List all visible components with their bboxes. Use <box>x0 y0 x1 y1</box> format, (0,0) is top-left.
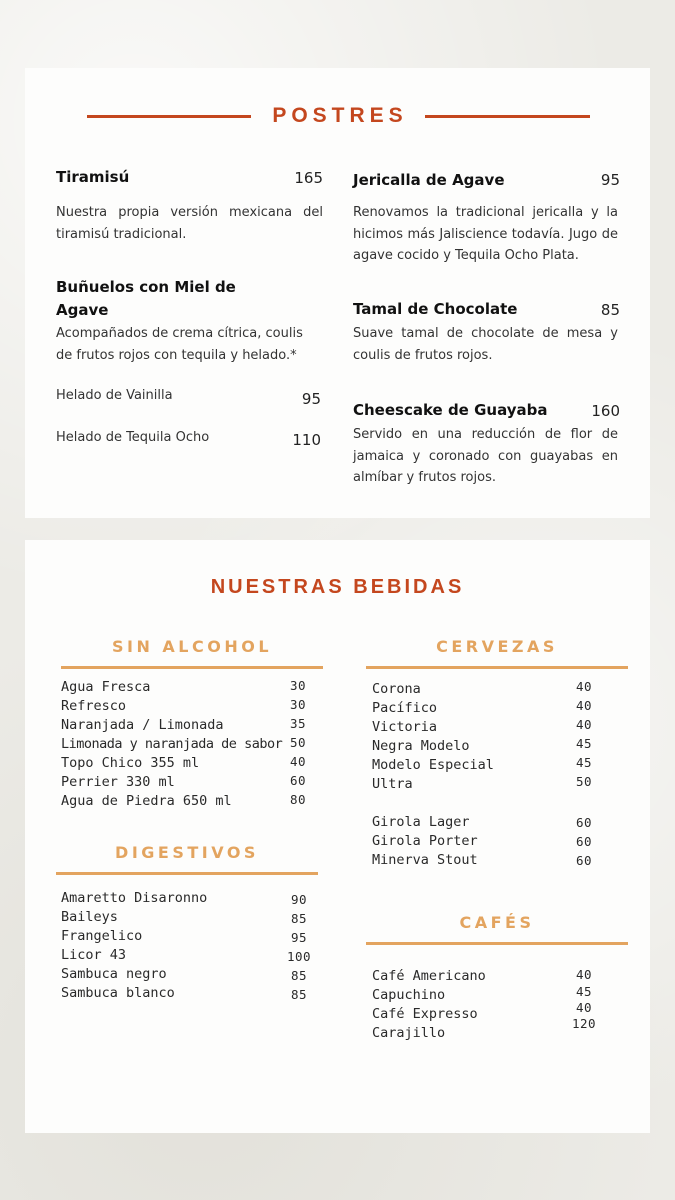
dish-desc-tamal: Suave tamal de chocolate de mesa y coulis de frutos rojos. <box>353 326 618 363</box>
list-item: Refresco 30 <box>61 697 307 714</box>
extra-name-tequila: Helado de Tequila Ocho <box>56 430 210 445</box>
postres-title: POSTRES <box>272 104 408 127</box>
dish-desc-cheescake: Servido en una reducción de flor de jamaica y coronado con guayabas en almíbar y frutos rojos. <box>353 427 618 485</box>
sin-alcohol-list <box>61 679 323 812</box>
list-item: Capuchino 45 <box>372 984 593 1003</box>
list-item: Perrier 330 ml 60 <box>61 773 307 790</box>
list-item: Café Expresso 40 <box>372 1000 593 1022</box>
cervezas-list <box>372 681 628 871</box>
dish-name-jericalla: Jericalla de Agave <box>353 171 505 189</box>
list-item: Sambuca negro 85 <box>61 966 308 983</box>
list-item: Carajillo 120 <box>372 1016 597 1041</box>
dish-desc-jericalla: Renovamos la tradicional jericalla y la hicimos más Jaliscience todavía. Jugo de agave cocido y Tequila Ocho Plata. <box>353 205 618 263</box>
list-item: Minerva Stout 60 <box>372 852 593 868</box>
list-item: Topo Chico 355 ml 40 <box>61 754 307 771</box>
extra-price-vainilla: 95 <box>301 390 321 408</box>
list-item: Ultra 50 <box>372 774 593 792</box>
list-item: Corona 40 <box>372 679 593 697</box>
extra-price-tequila: 110 <box>292 431 321 449</box>
digestivos-title: DIGESTIVOS <box>115 843 259 862</box>
list-item: Girola Lager 60 <box>372 814 593 830</box>
dish-name-bunuelos: Buñuelos con Miel de Agave <box>56 278 236 319</box>
cafes-title: CAFÉS <box>459 913 535 932</box>
postres-rule-left <box>87 115 251 118</box>
list-item: Limonada y naranjada de sabor 50 <box>61 735 307 752</box>
list-item: Café Americano 40 <box>372 967 593 984</box>
list-item: Licor 43 100 <box>61 947 312 964</box>
cervezas-title: CERVEZAS <box>436 637 558 656</box>
cervezas-rule <box>366 666 628 669</box>
list-spacer <box>372 795 628 814</box>
list-item: Victoria 40 <box>372 717 593 735</box>
digestivos-list <box>61 890 323 1004</box>
dish-desc-tiramisu: Nuestra propia versión mexicana del tiramisú tradicional. <box>56 205 323 242</box>
extra-name-vainilla: Helado de Vainilla <box>56 388 173 403</box>
list-item: Amaretto Disaronno 90 <box>61 890 308 907</box>
postres-rule-right <box>425 115 590 118</box>
digestivos-rule <box>56 872 318 875</box>
list-item: Baileys 85 <box>61 909 308 926</box>
sin-alcohol-rule <box>61 666 323 669</box>
dish-price-cheescake: 160 <box>591 402 620 420</box>
list-item: Girola Porter 60 <box>372 833 593 849</box>
dish-price-tiramisu: 165 <box>294 169 323 187</box>
list-item: Agua de Piedra 650 ml 80 <box>61 792 307 809</box>
dish-price-jericalla: 95 <box>600 171 620 189</box>
cafes-list <box>372 968 628 1044</box>
dish-name-cheescake: Cheescake de Guayaba <box>353 401 548 419</box>
dish-desc-bunuelos: Acompañados de crema cítrica, coulis de frutos rojos con tequila y helado.* <box>56 326 303 363</box>
list-item: Negra Modelo 45 <box>372 736 593 754</box>
list-item: Agua Fresca 30 <box>61 678 307 695</box>
list-item: Naranjada / Limonada 35 <box>61 716 307 733</box>
list-item: Pacífico 40 <box>372 698 593 716</box>
cafes-rule <box>366 942 628 945</box>
sin-alcohol-title: SIN ALCOHOL <box>111 637 273 656</box>
list-item: Sambuca blanco 85 <box>61 985 308 1002</box>
list-item: Frangelico 95 <box>61 928 308 945</box>
bebidas-title: NUESTRAS BEBIDAS <box>210 576 465 598</box>
dish-name-tamal: Tamal de Chocolate <box>353 300 518 318</box>
postres-card <box>25 68 650 518</box>
list-item: Modelo Especial 45 <box>372 755 593 773</box>
dish-price-tamal: 85 <box>600 301 620 319</box>
dish-name-tiramisu: Tiramisú <box>56 168 130 186</box>
bebidas-card <box>25 540 650 1133</box>
